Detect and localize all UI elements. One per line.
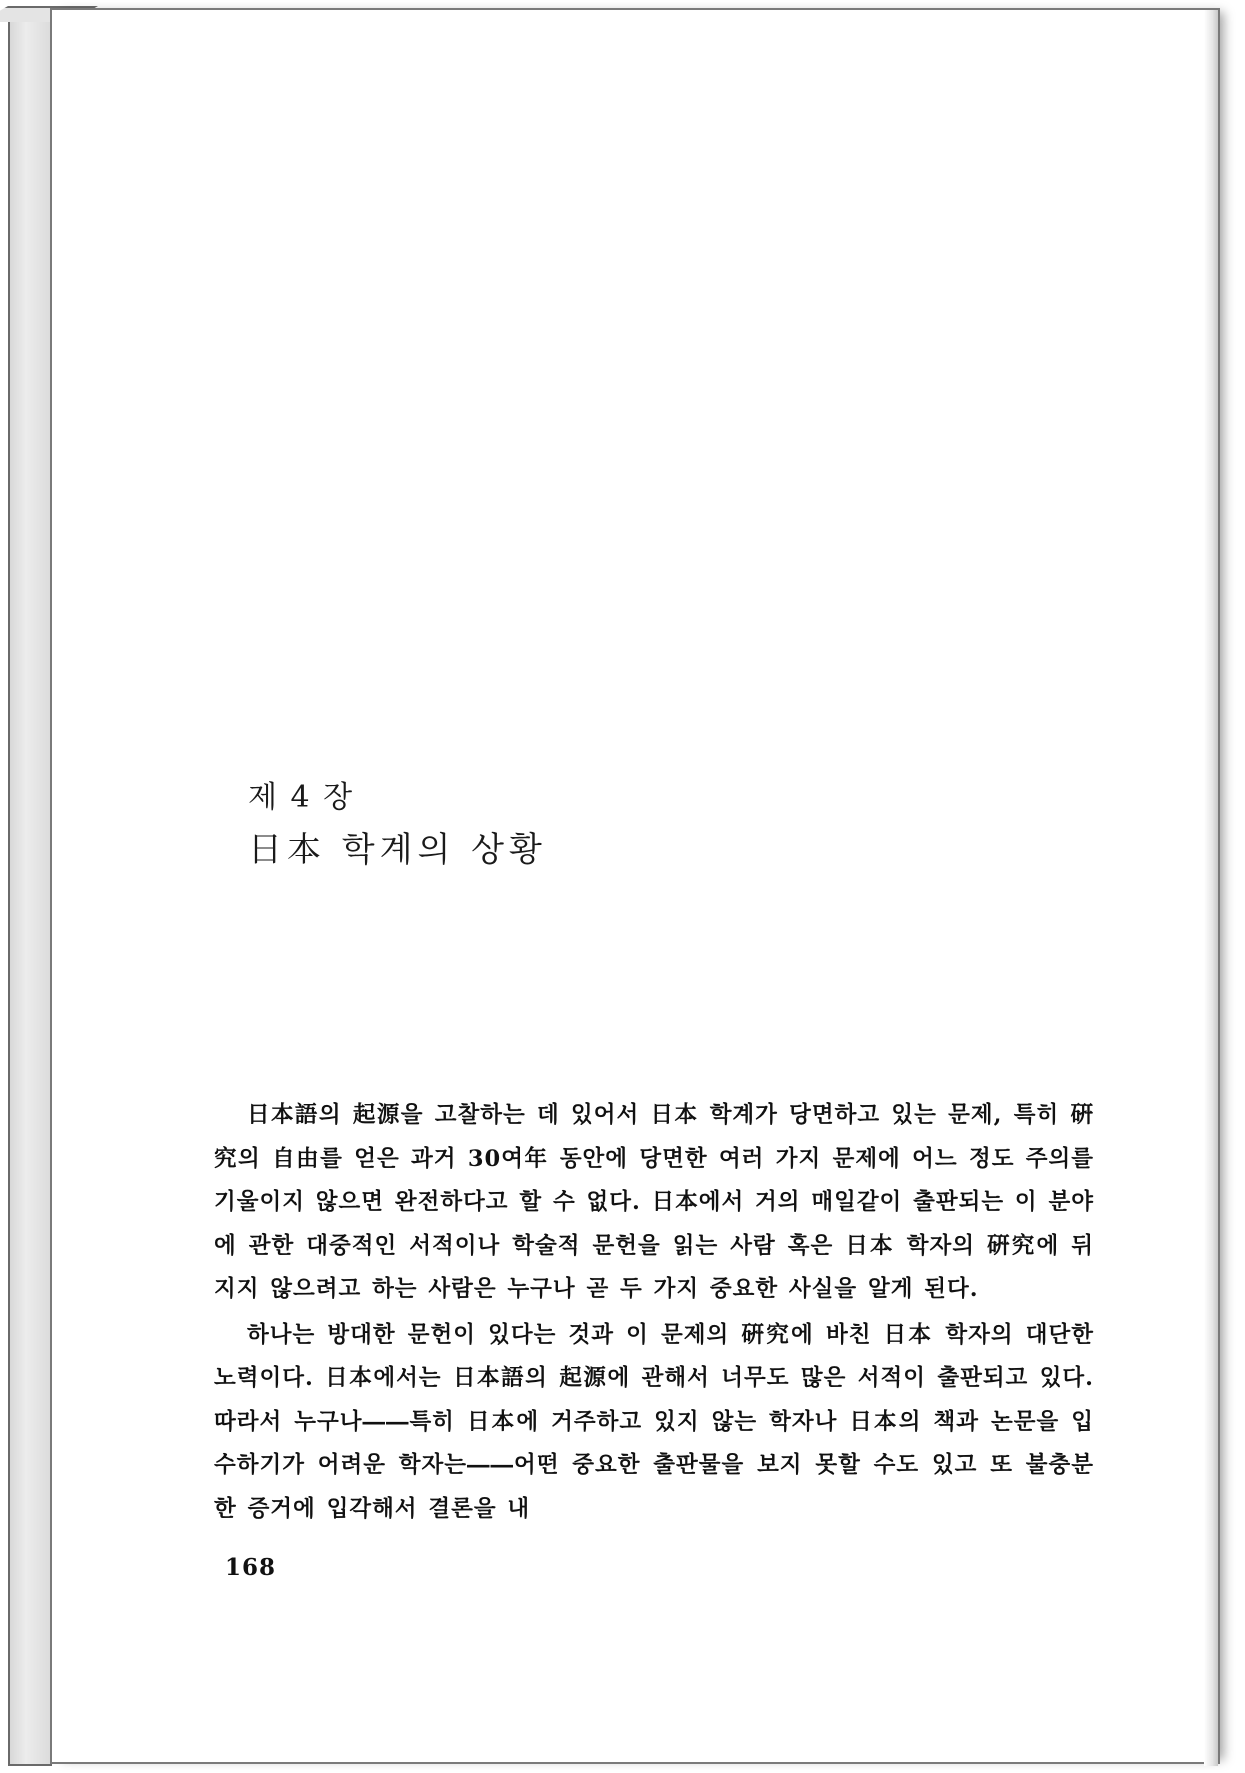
book-spine <box>8 6 52 1766</box>
chapter-title: 日本 학계의 상황 <box>248 830 547 870</box>
page-edge-shadow <box>1204 10 1218 1766</box>
body-text <box>214 1094 1094 1531</box>
paragraph-2: 하나는 방대한 문헌이 있다는 것과 이 문제의 硏究에 바친 日本 학자의 대단한 노력이다. 日本에서는 日本語의 起源에 관해서 너무도 많은 서적이 출판되고 있다. 따라서 누구나――특히 日本에 거주하고 있지 않는 학자나 日本의 책과 논문을 입수하기가 어려운 학자는――어떤 중요한 출판물을 보지 못할 수도 있고 또 불충분한 증거에 입각해서 결론을 내 <box>214 1321 1094 1522</box>
paragraph-1: 日本語의 起源을 고찰하는 데 있어서 日本 학계가 당면하고 있는 문제, 특히 硏究의 自由를 얻은 과거 30여年 동안에 당면한 여러 가지 문제에 어느 정도 주의를 기울이지 않으면 완전하다고 할 수 없다. 日本에서 거의 매일같이 출판되는 이 분야에 관한 대중적인 서적이나 학술적 문헌을 읽는 사람 혹은 日本 학자의 硏究에 뒤지지 않으려고 하는 사람은 누구나 곧 두 가지 중요한 사실을 알게 된다. <box>214 1102 1094 1302</box>
chapter-number: 제 4 장 <box>248 780 355 815</box>
page-number: 168 <box>225 1554 277 1581</box>
